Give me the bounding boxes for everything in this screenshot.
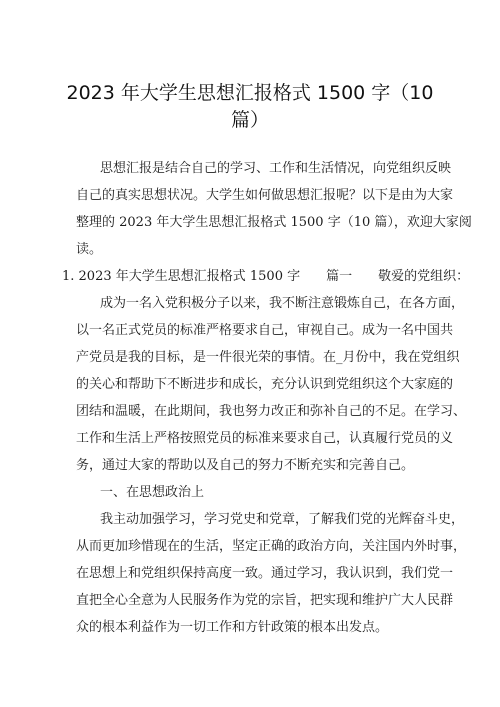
body-line-9: 从而更加珍惜现在的生活，坚定正确的政治方向，关注国内外时事， — [76, 539, 467, 554]
intro-line-3: 整理的 2023 年大学生思想汇报格式 1500 字（10 篇），欢迎大家阅 — [76, 215, 472, 230]
subheading-political: 一、在思想政治上 — [100, 485, 205, 500]
body-line-1: 成为一名入党积极分子以来，我不断注意锻炼自己，在各方面， — [100, 296, 465, 311]
intro-line-4: 读。 — [76, 242, 103, 257]
intro-line-2: 自己的真实思想状况。大学生如何做思想汇报呢？以下是由为大家 — [76, 188, 454, 203]
body-line-11: 直把全心全意为人民服务作为党的宗旨，把实现和维护广大人民群 — [76, 593, 454, 608]
body-line-5: 团结和温暖，在此期间，我也努力改正和弥补自己的不足。在学习、 — [76, 404, 467, 419]
body-line-10: 在思想上和党组织保持高度一致。通过学习，我认识到，我们党一 — [76, 566, 454, 581]
body-line-8: 我主动加强学习，学习党史和党章，了解我们党的光辉奋斗史， — [100, 512, 465, 527]
body-line-7: 务，通过大家的帮助以及自己的努力不断充实和完善自己。 — [76, 458, 415, 473]
body-line-3: 产党员是我的目标，是一件很光荣的事情。在_月份中，我在党组织 — [76, 350, 460, 365]
document-title — [40, 80, 460, 134]
title-line-1: 2023 年大学生思想汇报格式 1500 字（10 — [66, 82, 434, 104]
body-line-2: 以一名正式党员的标准严格要求自己，审视自己。成为一名中国共 — [76, 323, 454, 338]
body-line-4: 的关心和帮助下不断进步和成长，充分认识到党组织这个大家庭的 — [76, 377, 454, 392]
body-line-12: 众的根本利益作为一切工作和方针政策的根本出发点。 — [76, 620, 389, 635]
title-line-2: 篇） — [230, 109, 269, 131]
intro-line-1: 思想汇报是结合自己的学习、工作和生活情况，向党组织反映 — [100, 161, 452, 176]
section-heading-1: 1. 2023 年大学生思想汇报格式 1500 字 篇一 敬爱的党组织： — [62, 269, 470, 284]
body-line-6: 工作和生活上严格按照党员的标准来要求自己，认真履行党员的义 — [76, 431, 454, 446]
